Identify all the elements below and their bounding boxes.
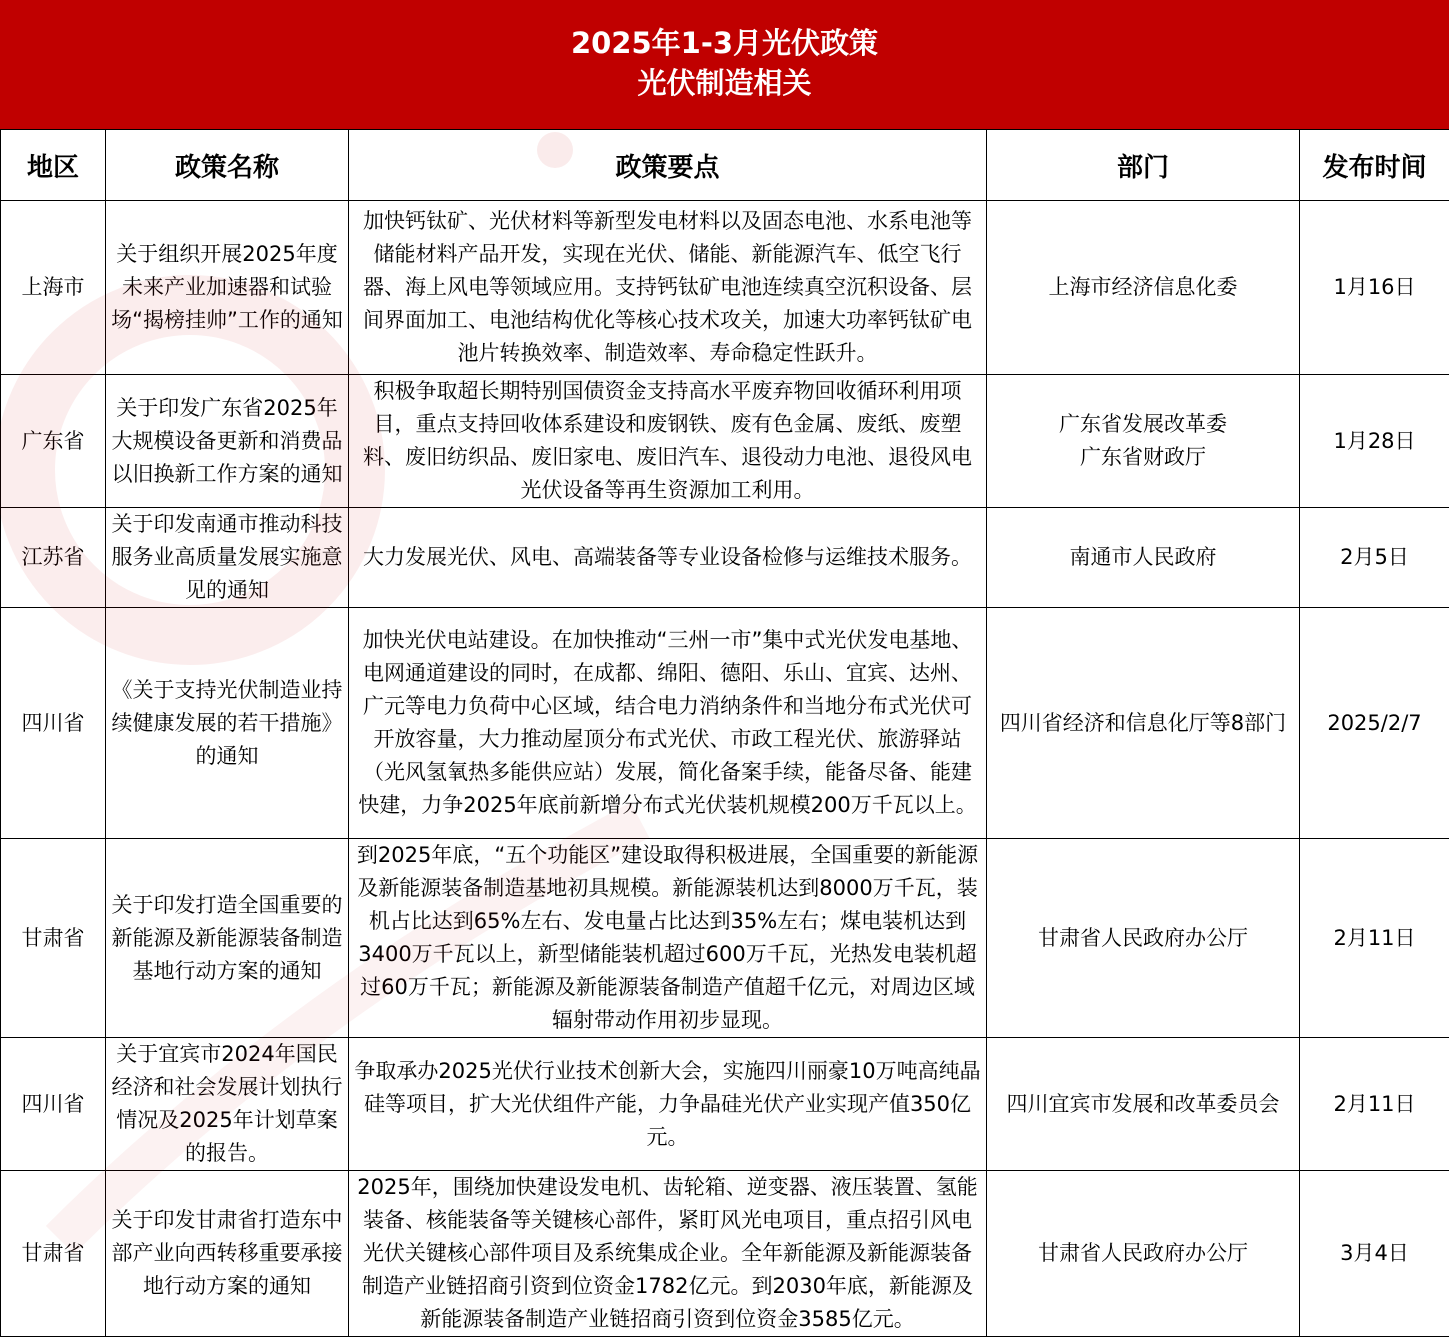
header-date: 发布时间	[1300, 130, 1449, 201]
cell-key-points: 争取承办2025光伏行业技术创新大会，实施四川丽豪10万吨高纯晶硅等项目，扩大光伏组件产能，力争晶硅光伏产业实现产值350亿元。	[349, 1038, 987, 1171]
cell-department	[987, 375, 1300, 508]
cell-key-points: 积极争取超长期特别国债资金支持高水平废弃物回收循环利用项目，重点支持回收体系建设和废钢铁、废有色金属、废纸、废塑料、废旧纺织品、废旧家电、废旧汽车、退役动力电池、退役风电光伏设备等再生资源加工利用。	[349, 375, 987, 508]
cell-key-points: 大力发展光伏、风电、高端装备等专业设备检修与运维技术服务。	[349, 508, 987, 608]
table-row	[1, 839, 1449, 1038]
cell-date: 2月11日	[1300, 1038, 1449, 1171]
cell-policy-name: 关于印发打造全国重要的新能源及新能源装备制造基地行动方案的通知	[106, 839, 349, 1038]
cell-region: 甘肃省	[1, 839, 106, 1038]
cell-policy-name: 《关于支持光伏制造业持续健康发展的若干措施》的通知	[106, 608, 349, 839]
header-department: 部门	[987, 130, 1300, 201]
department-line: 上海市经济信息化委	[991, 271, 1295, 304]
cell-region: 四川省	[1, 608, 106, 839]
cell-region: 江苏省	[1, 508, 106, 608]
title-line-2: 光伏制造相关	[0, 63, 1449, 103]
title-line-1: 2025年1-3月光伏政策	[0, 23, 1449, 63]
department-line: 四川省经济和信息化厅等8部门	[991, 707, 1295, 740]
cell-region: 广东省	[1, 375, 106, 508]
cell-department	[987, 1171, 1300, 1337]
cell-key-points: 到2025年底，“五个功能区”建设取得积极进展，全国重要的新能源及新能源装备制造基地初具规模。新能源装机达到8000万千瓦，装机占比达到65%左右、发电量占比达到35%左右；煤电装机达到3400万千瓦以上，新型储能装机超过600万千瓦，光热发电装机超过60万千瓦；新能源及新能源装备制造产值超千亿元，对周边区域辐射带动作用初步显现。	[349, 839, 987, 1038]
cell-policy-name: 关于组织开展2025年度未来产业加速器和试验场“揭榜挂帅”工作的通知	[106, 201, 349, 375]
department-line: 南通市人民政府	[991, 541, 1295, 574]
cell-policy-name: 关于印发广东省2025年大规模设备更新和消费品以旧换新工作方案的通知	[106, 375, 349, 508]
cell-key-points: 加快光伏电站建设。在加快推动“三州一市”集中式光伏发电基地、电网通道建设的同时，在成都、绵阳、德阳、乐山、宜宾、达州、广元等电力负荷中心区域，结合电力消纳条件和当地分布式光伏可开放容量，大力推动屋顶分布式光伏、市政工程光伏、旅游驿站（光风氢氧热多能供应站）发展，简化备案手续，能备尽备、能建快建，力争2025年底前新增分布式光伏装机规模200万千瓦以上。	[349, 608, 987, 839]
cell-policy-name: 关于印发南通市推动科技服务业高质量发展实施意见的通知	[106, 508, 349, 608]
department-line: 甘肃省人民政府办公厅	[991, 1237, 1295, 1270]
department-line: 广东省财政厅	[991, 441, 1295, 474]
cell-date: 2025/2/7	[1300, 608, 1449, 839]
cell-region: 上海市	[1, 201, 106, 375]
table-row	[1, 1038, 1449, 1171]
table-row	[1, 375, 1449, 508]
cell-key-points: 2025年，围绕加快建设发电机、齿轮箱、逆变器、液压装置、氢能装备、核能装备等关键核心部件，紧盯风光电项目，重点招引风电光伏关键核心部件项目及系统集成企业。全年新能源及新能源装备制造产业链招商引资到位资金1782亿元。到2030年底，新能源及新能源装备制造产业链招商引资到位资金3585亿元。	[349, 1171, 987, 1337]
header-region: 地区	[1, 130, 106, 201]
policy-table	[0, 129, 1449, 1337]
cell-department	[987, 1038, 1300, 1171]
department-line: 四川宜宾市发展和改革委员会	[991, 1088, 1295, 1121]
header-policy-name: 政策名称	[106, 130, 349, 201]
department-line: 广东省发展改革委	[991, 408, 1295, 441]
cell-policy-name: 关于印发甘肃省打造东中部产业向西转移重要承接地行动方案的通知	[106, 1171, 349, 1337]
department-line: 甘肃省人民政府办公厅	[991, 922, 1295, 955]
cell-date: 2月5日	[1300, 508, 1449, 608]
cell-region: 四川省	[1, 1038, 106, 1171]
cell-date: 1月28日	[1300, 375, 1449, 508]
table-row	[1, 508, 1449, 608]
table-header-row	[1, 130, 1449, 201]
cell-department	[987, 608, 1300, 839]
title-banner	[0, 0, 1449, 129]
header-key-points: 政策要点	[349, 130, 987, 201]
cell-key-points: 加快钙钛矿、光伏材料等新型发电材料以及固态电池、水系电池等储能材料产品开发，实现在光伏、储能、新能源汽车、低空飞行器、海上风电等领域应用。支持钙钛矿电池连续真空沉积设备、层间界面加工、电池结构优化等核心技术攻关，加速大功率钙钛矿电池片转换效率、制造效率、寿命稳定性跃升。	[349, 201, 987, 375]
table-row	[1, 201, 1449, 375]
table-row	[1, 1171, 1449, 1337]
cell-department	[987, 201, 1300, 375]
cell-date: 3月4日	[1300, 1171, 1449, 1337]
cell-department	[987, 839, 1300, 1038]
cell-department	[987, 508, 1300, 608]
table-row	[1, 608, 1449, 839]
cell-policy-name: 关于宜宾市2024年国民经济和社会发展计划执行情况及2025年计划草案的报告。	[106, 1038, 349, 1171]
cell-date: 1月16日	[1300, 201, 1449, 375]
cell-date: 2月11日	[1300, 839, 1449, 1038]
cell-region: 甘肃省	[1, 1171, 106, 1337]
